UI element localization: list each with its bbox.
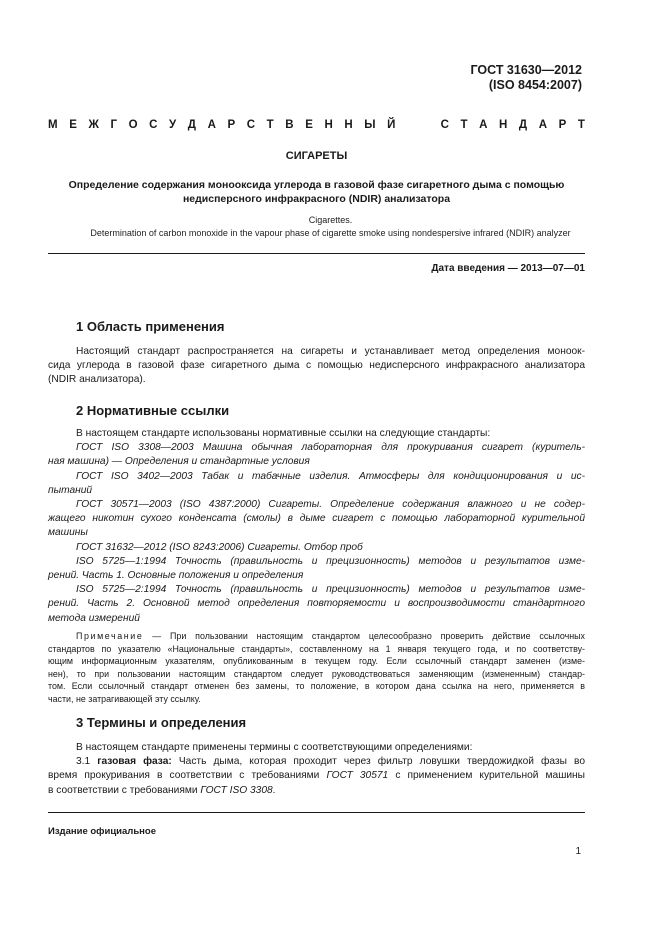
note-line: ющим информационным указателям, опубликованным в текущем году. Если ссылочный стандарт заменен (изме- <box>48 656 585 667</box>
subtitle-line: Определение содержания монооксида углерода в газовой фазе сигаретного дыма с помощью <box>68 179 565 191</box>
note-line: части, не затрагивающей эту ссылку. <box>48 693 201 704</box>
reference-line: ГОСТ ISO 3308—2003 Машина обычная лабораторная для прокуривания сигарет (куритель- <box>76 442 585 454</box>
banner-letter: С <box>149 119 158 131</box>
term-name: газовая фаза: <box>97 756 172 768</box>
reference-item <box>48 470 585 498</box>
introduction-date: Дата введения — 2013—07—01 <box>431 263 585 274</box>
reference-item <box>48 583 585 626</box>
document-subtitle <box>48 178 585 206</box>
banner-letter: Г <box>110 119 117 131</box>
banner-letter: Ж <box>88 119 99 131</box>
reference-line: ISO 5725—1:1994 Точность (правильность и прецизионность) методов и результатов изме- <box>76 555 585 567</box>
term-definition-line: в соответствии с требованиями ГОСТ ISO 3308. <box>48 784 276 796</box>
banner-letter: М <box>48 119 58 131</box>
note-line: Примечание — При пользовании настоящим стандартом целесообразно проверить действие ссылочных <box>76 631 585 641</box>
reference-item <box>48 541 585 555</box>
standard-designation <box>470 63 582 93</box>
reference-gost-iso-3308: ГОСТ ISO 3308 <box>200 784 273 796</box>
banner-letter: Й <box>387 119 396 131</box>
section-2-refs <box>48 427 585 626</box>
reference-line: ГОСТ 31632—2012 (ISO 8243:2006) Сигареты. Отбор проб <box>76 541 363 553</box>
banner-letter: У <box>169 119 177 131</box>
reference-line: машины <box>48 527 88 539</box>
term-number: 3.1 <box>76 756 91 768</box>
banner-letter: Д <box>187 119 196 131</box>
reference-line: рений. Часть 1. Основные положения и определения <box>48 570 304 582</box>
section-1-heading: 1 Область применения <box>76 319 225 334</box>
note-block <box>48 630 585 706</box>
section-2-intro: В настоящем стандарте использованы нормативные ссылки на следующие стандарты: <box>76 428 491 439</box>
gost-number: ГОСТ 31630—2012 <box>470 63 582 77</box>
banner-letter: Н <box>344 119 353 131</box>
iso-number: (ISO 8454:2007) <box>488 78 582 92</box>
title-divider <box>48 253 585 254</box>
banner-letter: Ы <box>364 119 376 131</box>
reference-gost-30571: ГОСТ 30571 <box>326 770 389 782</box>
term-definition-line: 3.1 газовая фаза: Часть дыма, которая проходит через фильтр ловушки твердожидкой фазы во <box>76 756 585 768</box>
section-3-intro: В настоящем стандарте применены термины с соответствующими определениями: <box>76 742 473 753</box>
banner-letter: Н <box>324 119 333 131</box>
interstate-standard-banner <box>48 119 585 131</box>
reference-line: ная машина) — Определения и стандартные условия <box>48 456 310 468</box>
banner-gap <box>407 119 429 131</box>
banner-letter: Т <box>266 119 274 131</box>
reference-line: ГОСТ 30571—2003 (ISO 4387:2000) Сигареты. Определение содержания влажного и не содер- <box>76 499 585 511</box>
banner-letter: Р <box>558 119 567 131</box>
footer-divider <box>48 812 585 813</box>
banner-letter: С <box>246 119 256 131</box>
reference-line: ISO 5725—2:1994 Точность (правильность и прецизионность) методов и результатов изме- <box>76 584 585 596</box>
reference-line: пытаний <box>48 484 93 496</box>
paragraph-line: (NDIR анализатора). <box>48 374 146 386</box>
paragraph-line: сида углерода в газовой фазе сигаретного дыма с помощью недисперсного инфракрасного анализатора <box>48 360 585 372</box>
english-title-line: Determination of carbon monoxide in the vapour phase of cigarette smoke using nondespersive infrared (NDIR) analyzer <box>90 228 571 238</box>
banner-letter: Н <box>499 119 508 131</box>
banner-letter: Т <box>460 119 468 131</box>
term-definition-line: время прокуривания в соответствии с требованиями ГОСТ 30571 с применением курительной машины <box>48 770 586 782</box>
banner-letter: С <box>440 119 449 131</box>
banner-letter: Р <box>227 119 236 131</box>
reference-item <box>48 498 585 541</box>
banner-letter: Е <box>305 119 313 131</box>
reference-item <box>48 441 585 469</box>
banner-letter: А <box>538 119 548 131</box>
banner-letter: Д <box>518 119 528 131</box>
banner-letter: В <box>285 119 294 131</box>
subtitle-line: недисперсного инфракрасного (NDIR) анализатора <box>182 193 451 205</box>
reference-line: ГОСТ ISO 3402—2003 Табак и табачные изделия. Атмосферы для кондиционирования и ис- <box>76 470 585 482</box>
section-3-heading: 3 Термины и определения <box>76 715 247 730</box>
banner-letter: А <box>207 119 216 131</box>
note-line: стандартов по указателю «Национальные стандарты», составленному на 1 января текущего года, и по соответству- <box>48 643 585 654</box>
banner-letter: О <box>128 119 138 131</box>
note-line: нен), то при пользовании настоящим стандартом следует руководствоваться заменяющим (измененным) стандар- <box>48 668 585 679</box>
reference-line: рений. Часть 2. Основной метод определения повторяемости и воспроизводимости стандартного <box>48 598 585 610</box>
reference-line: жащего никотин сухого конденсата (смолы) в дыме сигарет с помощью лабораторной курительной <box>48 513 585 525</box>
edition-label: Издание официальное <box>48 826 156 837</box>
reference-list <box>48 441 585 626</box>
banner-letter: Т <box>577 119 585 131</box>
reference-line: метода измерений <box>48 612 140 624</box>
paragraph-line: Настоящий стандарт распространяется на сигареты и устанавливает метод определения моноок- <box>76 346 585 357</box>
english-title <box>10 214 651 240</box>
banner-letter: А <box>479 119 488 131</box>
note-line: том. Если ссылочный стандарт отменен без замены, то положение, в котором дана ссылка на него, применяется в <box>48 681 585 692</box>
page-number: 1 <box>575 846 581 857</box>
english-title-line: Cigarettes. <box>308 215 353 225</box>
banner-letter: Е <box>69 119 77 131</box>
reference-item <box>48 555 585 583</box>
section-1-text <box>48 345 585 388</box>
section-2-heading: 2 Нормативные ссылки <box>76 403 230 418</box>
document-title: СИГАРЕТЫ <box>285 150 348 162</box>
note-label: Примечание <box>76 631 144 641</box>
section-3-text <box>48 741 585 798</box>
